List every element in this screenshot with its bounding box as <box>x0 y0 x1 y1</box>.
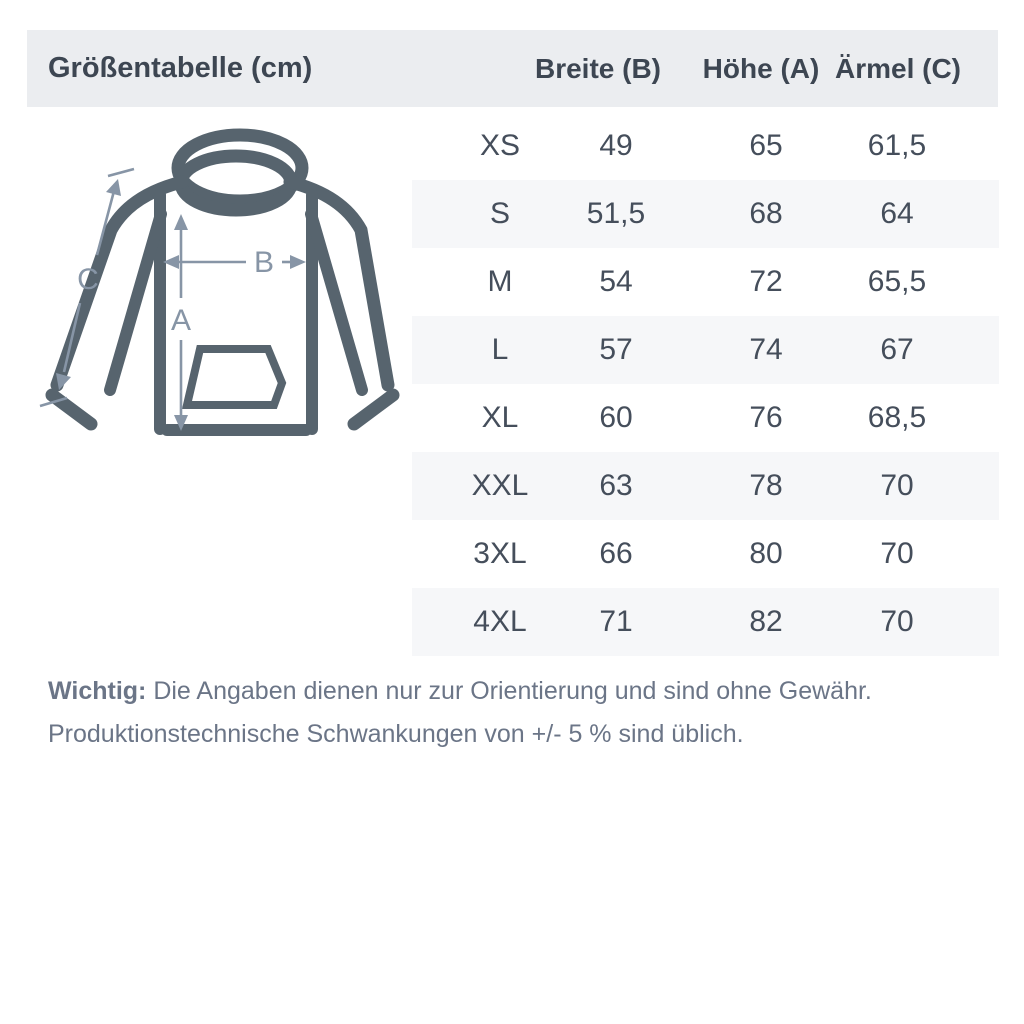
breite-value: 49 <box>599 129 633 162</box>
breite-value: 51,5 <box>586 197 646 230</box>
breite-value: 71 <box>599 605 633 638</box>
hoodie-body-lines <box>110 195 362 430</box>
label-b: B <box>253 246 275 279</box>
size-label: 4XL <box>473 605 527 638</box>
size-label: XL <box>481 401 519 434</box>
size-label: XXL <box>471 469 529 502</box>
arrowhead-a-up <box>174 214 188 230</box>
hoodie-outline <box>52 135 393 424</box>
label-a: A <box>170 304 192 337</box>
right-sleeve-outer-edge <box>290 182 388 385</box>
size-label: M <box>487 265 513 298</box>
aermel-value: 64 <box>880 197 914 230</box>
breite-value: 54 <box>599 265 633 298</box>
breite-value: 57 <box>599 333 633 366</box>
breite-value: 63 <box>599 469 633 502</box>
kangaroo-pocket <box>187 349 282 405</box>
disclaimer-line-1 <box>48 670 968 713</box>
disclaimer-line-2: Produktionstechnische Schwankungen von +/- 5 % sind üblich. <box>48 720 744 748</box>
aermel-value: 70 <box>880 469 914 502</box>
disclaimer-label: Wichtig: <box>48 677 147 705</box>
breite-value: 66 <box>599 537 633 570</box>
column-header-hoehe: Höhe (A) <box>702 53 820 84</box>
arrow-c-top-tick <box>108 169 134 176</box>
size-label: L <box>491 333 509 366</box>
left-sleeve-inner-edge <box>110 214 161 390</box>
arrowhead-c-up <box>106 179 121 196</box>
column-header-aermel: Ärmel (C) <box>834 53 962 84</box>
table-row-4xl <box>412 588 999 656</box>
hoehe-value: 82 <box>749 605 783 638</box>
hoehe-value: 74 <box>749 333 783 366</box>
hoodie-measurement-diagram <box>30 122 405 462</box>
right-sleeve-inner-edge <box>311 214 362 390</box>
table-row-l <box>412 316 999 384</box>
breite-value: 60 <box>599 401 633 434</box>
size-label: S <box>489 197 511 230</box>
hoehe-value: 80 <box>749 537 783 570</box>
arrowhead-b-right <box>290 255 306 269</box>
table-row-m <box>412 248 999 316</box>
page-title: Größentabelle (cm) <box>48 52 313 84</box>
aermel-value: 70 <box>880 605 914 638</box>
hoehe-value: 72 <box>749 265 783 298</box>
table-row-xl <box>412 384 999 452</box>
disclaimer-text-1: Die Angaben dienen nur zur Orientierung und sind ohne Gewähr. <box>153 677 872 705</box>
hoehe-value: 68 <box>749 197 783 230</box>
left-cuff <box>52 395 91 424</box>
table-row-xxl <box>412 452 999 520</box>
label-c: C <box>77 263 99 296</box>
disclaimer-note <box>48 670 968 756</box>
aermel-value: 70 <box>880 537 914 570</box>
hoehe-value: 65 <box>749 129 783 162</box>
header-band <box>27 30 998 107</box>
hoehe-value: 76 <box>749 401 783 434</box>
aermel-value: 65,5 <box>867 265 927 298</box>
table-row-3xl <box>412 520 999 588</box>
hoehe-value: 78 <box>749 469 783 502</box>
size-label: 3XL <box>473 537 527 570</box>
right-cuff <box>354 395 393 424</box>
size-label: XS <box>479 129 521 162</box>
size-table <box>412 112 999 656</box>
aermel-value: 61,5 <box>867 129 927 162</box>
table-row-xs <box>412 112 999 180</box>
column-header-breite: Breite (B) <box>534 53 662 84</box>
aermel-value: 67 <box>880 333 914 366</box>
aermel-value: 68,5 <box>867 401 927 434</box>
table-row-s <box>412 180 999 248</box>
